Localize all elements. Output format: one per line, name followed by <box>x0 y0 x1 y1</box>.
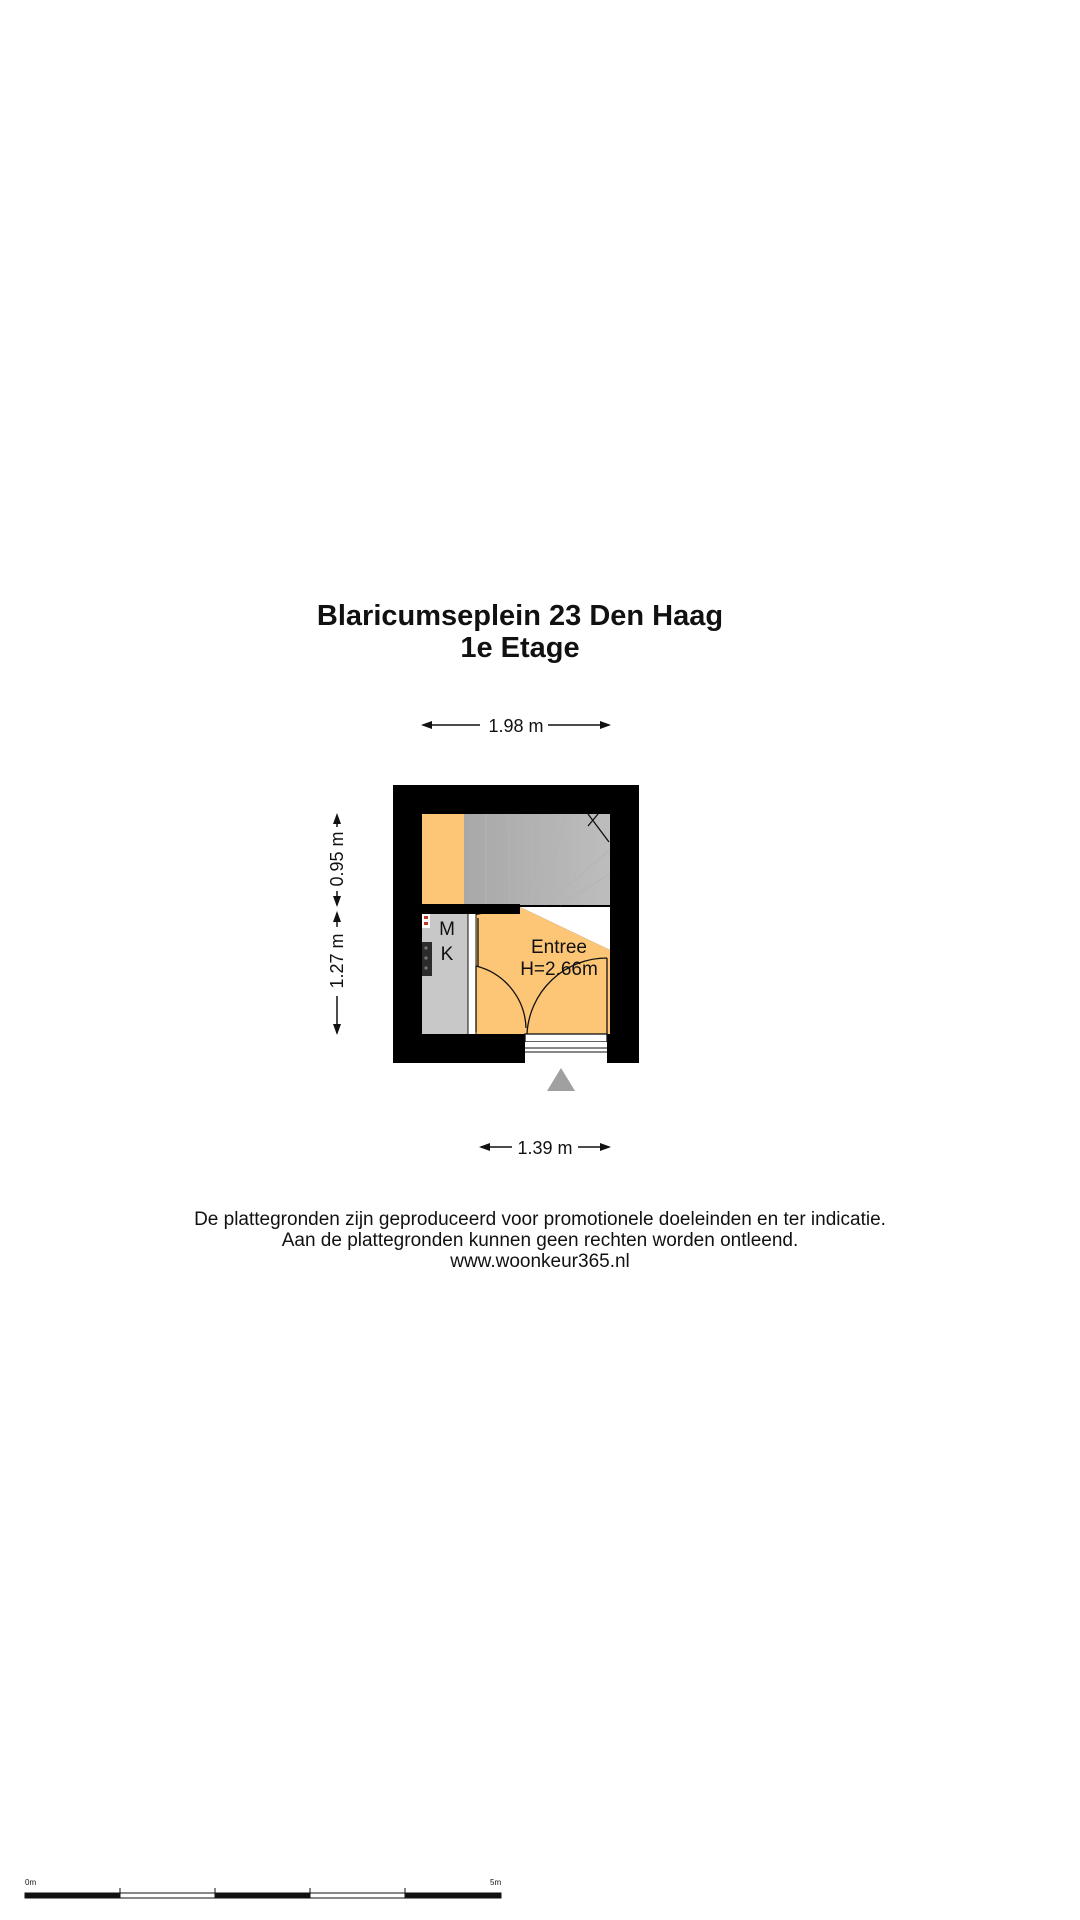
disclaimer <box>0 1209 1080 1272</box>
dimension-left-lower-label: 1.27 m <box>327 933 347 989</box>
scale-start-label: 0m <box>25 1878 37 1887</box>
plan-title: Blaricumseplein 23 Den Haag <box>316 600 724 632</box>
disclaimer-line-1: De plattegronden zijn geproduceerd voor promotionele doeleinden en ter indicatie. <box>194 1209 886 1230</box>
entrance-height-label: H=2.66m <box>520 959 598 980</box>
disclaimer-line-2: Aan de plattegronden kunnen geen rechten worden ontleend. <box>281 1230 799 1251</box>
entrance-name-label: Entree <box>531 937 587 958</box>
dimension-left-upper-label: 0.95 m <box>327 831 347 887</box>
scale-end-label: 5m <box>490 1878 502 1887</box>
meter-cupboard <box>422 914 468 1034</box>
dimension-left-upper <box>327 813 347 907</box>
upper-room <box>422 814 464 905</box>
floor-title: 1e Etage <box>460 632 580 664</box>
dimension-top <box>421 716 611 736</box>
meter-label-k: K <box>440 944 454 965</box>
dimension-bottom-label: 1.39 m <box>517 1138 573 1158</box>
stairs <box>464 814 610 905</box>
scale-bar <box>25 1878 501 1898</box>
entrance-arrow-icon <box>547 1068 575 1091</box>
dimension-top-label: 1.98 m <box>488 716 544 736</box>
dimension-left-lower <box>327 911 347 1035</box>
partition-wall <box>468 914 476 1034</box>
interior-wall <box>422 904 520 914</box>
meter-label-m: M <box>439 919 455 940</box>
disclaimer-website: www.woonkeur365.nl <box>450 1251 630 1272</box>
dimension-bottom <box>479 1138 611 1158</box>
